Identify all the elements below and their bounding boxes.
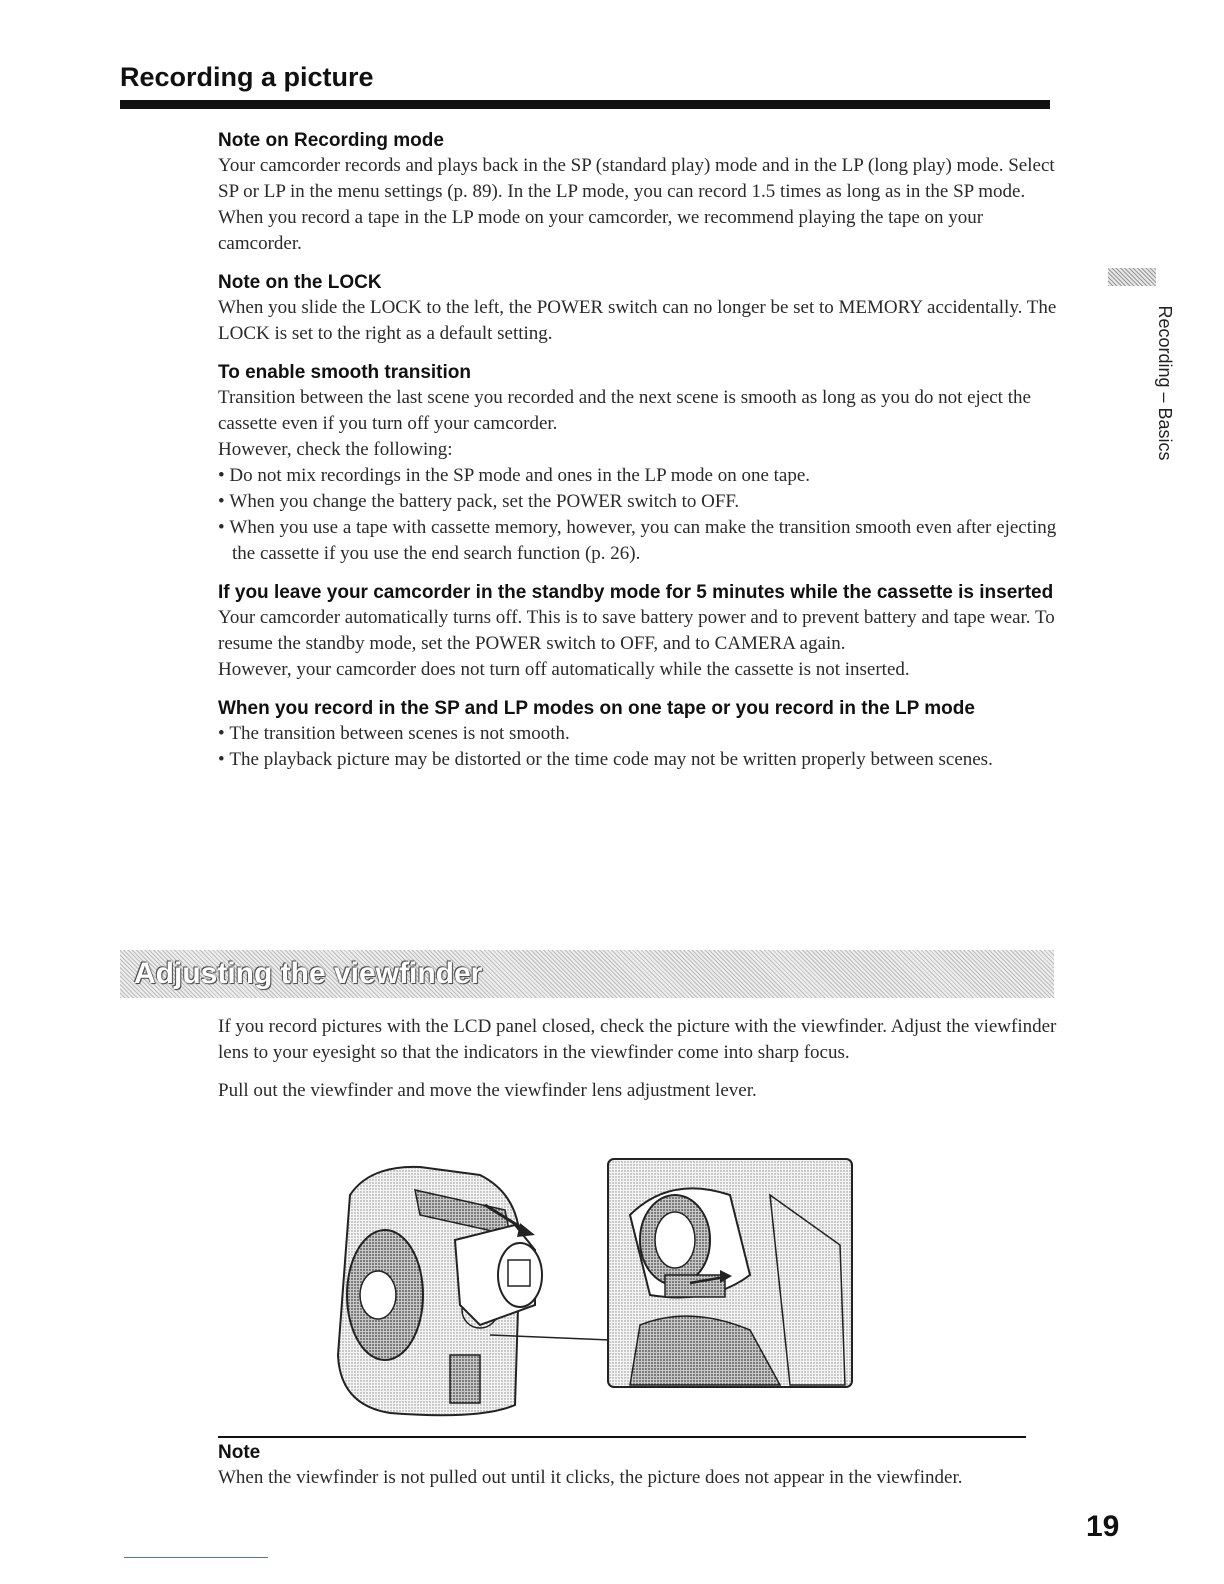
paragraph: However, check the following: xyxy=(218,439,453,460)
bullet-list xyxy=(218,721,1058,773)
note-text: When the viewfinder is not pulled out until it clicks, the picture does not appear in the viewfinder. xyxy=(218,1467,963,1488)
paragraph: When you slide the LOCK to the left, the POWER switch can no longer be set to MEMORY accidentally. The LOCK is set to the right as a default setting. xyxy=(218,297,1057,344)
side-chapter-label: Recording – Basics xyxy=(1155,305,1175,461)
page-number: 19 xyxy=(1086,1510,1120,1543)
paragraph: Your camcorder records and plays back in the SP (standard play) mode and in the LP (long play) mode. Select SP or LP in the menu settings (p. 89). In the LP mode, you can record 1.5 times as long as in the SP mode. xyxy=(218,155,1055,202)
footer-line xyxy=(124,1557,268,1558)
bullet-item: • The playback picture may be distorted or the time code may not be written properly between scenes. xyxy=(218,747,1058,773)
note-rule xyxy=(218,1436,1026,1438)
paragraph: Pull out the viewfinder and move the viewfinder lens adjustment lever. xyxy=(218,1080,757,1101)
section-heading: Note on the LOCK xyxy=(218,272,382,293)
section-recording-mode xyxy=(218,128,1058,257)
paragraph: However, your camcorder does not turn off automatically while the cassette is not inserted. xyxy=(218,659,910,680)
bullet-item: • When you use a tape with cassette memory, however, you can make the transition smooth even after ejecting the cassette if you use the end search function (p. 26). xyxy=(218,515,1058,567)
section-standby xyxy=(218,580,1058,683)
main-content xyxy=(218,128,1058,786)
section-sp-lp xyxy=(218,696,1058,773)
bullet-item: • When you change the battery pack, set the POWER switch to OFF. xyxy=(218,489,1058,515)
paragraph: If you record pictures with the LCD panel closed, check the picture with the viewfinder. Adjust the viewfinder lens to your eyesight so that the indicators in the viewfinder come into sharp focus. xyxy=(218,1016,1057,1063)
note-block xyxy=(218,1440,1058,1491)
page-title: Recording a picture xyxy=(120,62,374,92)
section-lock xyxy=(218,270,1058,347)
section-heading: If you leave your camcorder in the standby mode for 5 minutes while the cassette is inserted xyxy=(218,582,1054,603)
section-smooth-transition xyxy=(218,360,1058,567)
paragraph: Transition between the last scene you recorded and the next scene is smooth as long as you do not eject the cassette even if you turn off your camcorder. xyxy=(218,387,1031,434)
title-rule xyxy=(120,100,1050,109)
section-heading: When you record in the SP and LP modes on one tape or you record in the LP mode xyxy=(218,698,975,719)
viewfinder-illustration xyxy=(330,1155,860,1425)
note-heading: Note xyxy=(218,1442,261,1463)
viewfinder-content xyxy=(218,1014,1058,1116)
side-tab-marker xyxy=(1108,268,1156,286)
banner-title: Adjusting the viewfinder xyxy=(134,957,483,990)
bullet-item: • Do not mix recordings in the SP mode and ones in the LP mode on one tape. xyxy=(218,463,1058,489)
detail-inset xyxy=(608,1159,852,1387)
section-heading: To enable smooth transition xyxy=(218,362,471,383)
section-heading: Note on Recording mode xyxy=(218,130,444,151)
paragraph: Your camcorder automatically turns off. This is to save battery power and to prevent battery and tape wear. To resume the standby mode, set the POWER switch to OFF, and to CAMERA again. xyxy=(218,607,1055,654)
bullet-item: • The transition between scenes is not smooth. xyxy=(218,721,1058,747)
camcorder-illustration xyxy=(330,1155,860,1425)
paragraph: When you record a tape in the LP mode on your camcorder, we recommend playing the tape on your camcorder. xyxy=(218,207,984,254)
bullet-list xyxy=(218,463,1058,567)
